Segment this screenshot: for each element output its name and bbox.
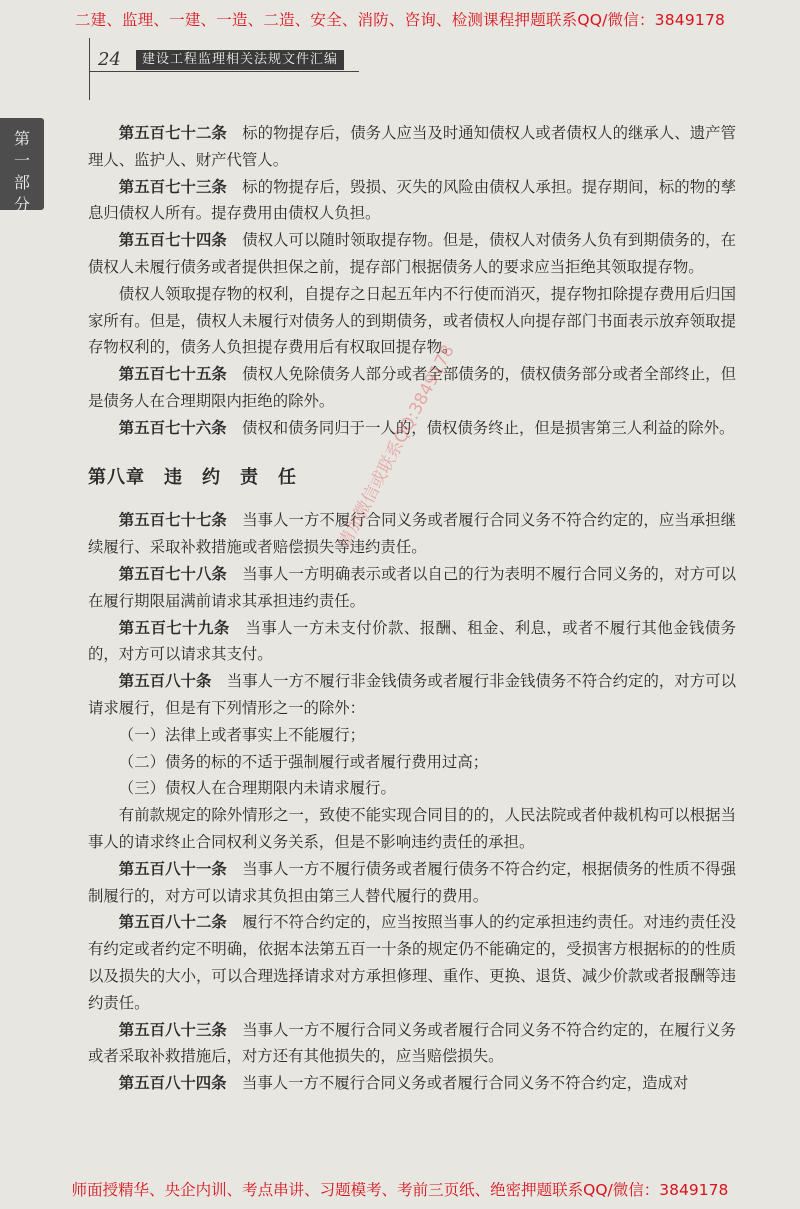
article-paragraph (88, 1017, 736, 1071)
section-side-tab-label (12, 128, 32, 216)
side-tab-char: 部 (13, 173, 30, 192)
article-text: 标的物提存后，债务人应当及时通知债权人或者债权人的继承人、遗产管理人、监护人、财产代管人。 (88, 124, 736, 169)
top-ad-banner: 二建、监理、一建、一造、二造、安全、消防、咨询、检测课程押题联系QQ/微信：3849178 (74, 11, 726, 29)
header-horizontal-rule (89, 71, 359, 72)
side-tab-char: 一 (13, 151, 30, 170)
article-text: 当事人一方未支付价款、报酬、租金、利息，或者不履行其他金钱债务的，对方可以请求其支付。 (88, 618, 736, 664)
article-number: 第五百七十八条 (118, 564, 227, 583)
article-number: 第五百七十四条 (118, 231, 227, 250)
article-paragraph (88, 174, 736, 228)
article-paragraph (88, 775, 736, 802)
article-text: 履行不符合约定的，应当按照当事人的约定承担违约责任。对违约责任没有约定或者约定不明确，依据本法第五百一十条的规定仍不能确定的，受损害方根据标的的性质以及损失的大小，可以合理选择请求对方承担修理、重作、更换、退货、减少价款或者报酬等违约责任。 (88, 913, 736, 1012)
article-paragraph (88, 856, 736, 910)
page-number: 24 (98, 49, 121, 70)
article-number: 第五百八十一条 (118, 859, 227, 878)
article-paragraph (88, 281, 736, 361)
article-number: 第五百七十七条 (118, 511, 227, 530)
watermark: 请加微信或联系QQ:3849178 (334, 341, 459, 552)
article-text: 当事人一方不履行合同义务或者履行合同义务不符合约定，造成对 (226, 1074, 689, 1093)
article-paragraph (88, 749, 736, 776)
side-tab-char: 第 (13, 129, 30, 148)
article-text: 当事人一方不履行合同义务或者履行合同义务不符合约定的，应当承担继续履行、采取补救措施或者赔偿损失等违约责任。 (88, 511, 736, 557)
article-paragraph (88, 668, 736, 722)
article-number: 第五百八十四条 (118, 1074, 227, 1093)
article-number: 第五百八十三条 (118, 1020, 227, 1039)
article-text: （一）法律上或者事实上不能履行； (118, 725, 366, 744)
article-text: 当事人一方不履行合同义务或者履行合同义务不符合约定的，在履行义务或者采取补救措施后，对方还有其他损失的，应当赔偿损失。 (88, 1020, 736, 1066)
article-paragraph (88, 507, 736, 561)
article-paragraph (88, 120, 736, 174)
article-text: 当事人一方明确表示或者以自己的行为表明不履行合同义务的，对方可以在履行期限届满前请求其承担违约责任。 (88, 564, 736, 610)
article-text: 债权人免除债务人部分或者全部债务的，债权债务部分或者全部终止，但是债务人在合理期限内拒绝的除外。 (88, 365, 736, 410)
side-tab-char: 分 (13, 195, 30, 214)
article-text: 标的物提存后，毁损、灭失的风险由债权人承担。提存期间，标的物的孳息归债权人所有。提存费用由债权人负担。 (88, 177, 736, 223)
article-number: 第五百七十三条 (118, 177, 227, 196)
article-paragraph (88, 1070, 736, 1097)
article-text: 债权人可以随时领取提存物。但是，债权人对债务人负有到期债务的，在债权人未履行债务或者提供担保之前，提存部门根据债务人的要求应当拒绝其领取提存物。 (88, 231, 736, 276)
articles-before-chapter (88, 120, 736, 442)
article-text: 有前款规定的除外情形之一，致使不能实现合同目的的，人民法院或者仲裁机构可以根据当事人的请求终止合同权利义务关系，但是不影响违约责任的承担。 (88, 806, 736, 851)
article-paragraph (88, 227, 736, 281)
article-text: （二）债务的标的不适于强制履行或者履行费用过高； (118, 752, 489, 771)
article-paragraph (88, 615, 736, 669)
article-text: 当事人一方不履行债务或者履行债务不符合约定，根据债务的性质不得强制履行的，对方可以请求其负担由第三人替代履行的费用。 (88, 859, 736, 905)
bottom-ad-banner: 师面授精华、央企内训、考点串讲、习题模考、考前三页纸、绝密押题联系QQ/微信：3849178 (71, 1181, 729, 1199)
article-text: 债权和债务同归于一人的，债权债务终止，但是损害第三人利益的除外。 (226, 418, 735, 437)
running-title: 建设工程监理相关法规文件汇编 (136, 50, 344, 70)
article-text: 当事人一方不履行非金钱债务或者履行非金钱债务不符合约定的，对方可以请求履行，但是有下列情形之一的除外： (88, 672, 736, 717)
article-paragraph (88, 361, 736, 415)
chapter-title: 第八章 违 约 责 任 (88, 466, 297, 488)
articles-after-chapter (88, 507, 736, 1097)
article-paragraph (88, 802, 736, 856)
article-number: 第五百八十二条 (118, 913, 227, 932)
article-paragraph (88, 722, 736, 749)
article-number: 第五百七十六条 (118, 418, 227, 437)
article-text: 债权人领取提存物的权利，自提存之日起五年内不行使而消灭，提存物扣除提存费用后归国家所有。但是，债权人未履行对债务人的到期债务，或者债权人向提存部门书面表示放弃领取提存物权利的，债务人负担提存费用后有权取回提存物。 (88, 284, 736, 357)
article-paragraph (88, 415, 736, 442)
article-number: 第五百七十二条 (118, 124, 227, 142)
document-body (88, 120, 736, 1097)
article-text: （三）债权人在合理期限内未请求履行。 (118, 779, 396, 798)
header-vertical-rule (89, 38, 90, 100)
article-number: 第五百八十条 (118, 672, 212, 691)
article-paragraph (88, 909, 736, 1016)
article-number: 第五百七十五条 (118, 365, 227, 384)
article-paragraph (88, 561, 736, 615)
article-number: 第五百七十九条 (118, 618, 230, 637)
